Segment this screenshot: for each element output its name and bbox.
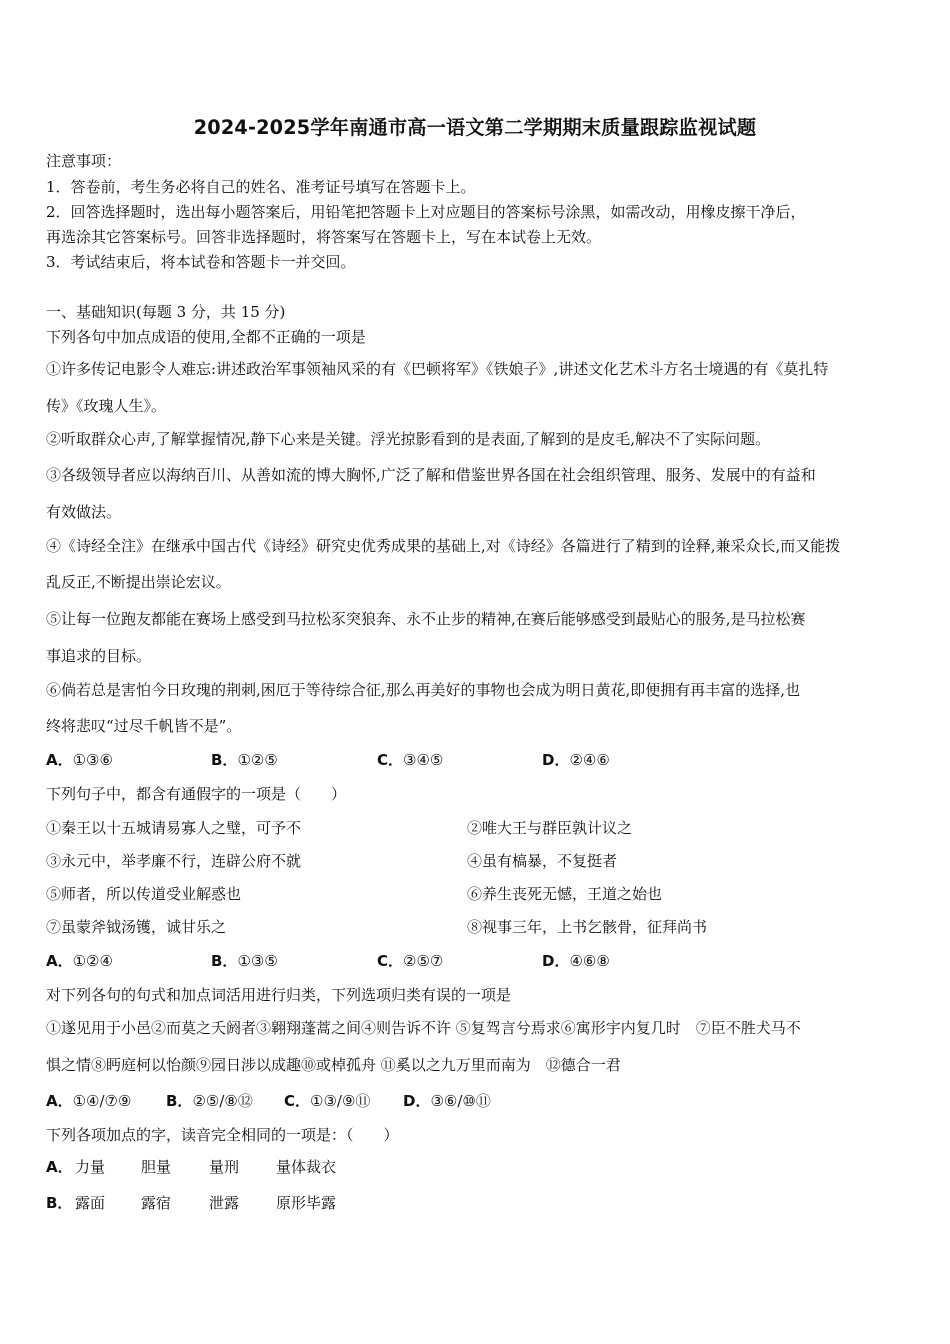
question-3-stem: 对下列各句的句式和加点词活用进行归类，下列选项归类有误的一项是 xyxy=(46,986,512,1004)
question-1-line: 事追求的目标。 xyxy=(46,647,152,665)
option-key: B． xyxy=(211,751,238,769)
option-text: ①②④ xyxy=(72,952,113,970)
question-1-line: 乱反正,不断提出崇论宏议。 xyxy=(46,573,231,591)
question-4-word: 胆量 xyxy=(141,1158,172,1176)
question-1-line: ④《诗经全注》在继承中国古代《诗经》研究史优秀成果的基础上,对《诗经》各篇进行了精到的诠释,兼采众长,而又能拨 xyxy=(46,537,841,555)
option-text: ①④/⑦⑨ xyxy=(72,1092,132,1110)
option-text: ②④⑥ xyxy=(569,751,610,769)
notice-item: 2．回答选择题时，选出每小题答案后，用铅笔把答题卡上对应题目的答案标号涂黑，如需改动，用橡皮擦干净后， xyxy=(46,203,806,221)
option-text: ④⑥⑧ xyxy=(569,952,610,970)
option-text: ①③⑥ xyxy=(72,751,113,769)
question-4-option-key: A． xyxy=(46,1158,73,1176)
question-1-line: ⑤让每一位跑友都能在赛场上感受到马拉松豕突狼奔、永不止步的精神,在赛后能够感受到最贴心的服务,是马拉松赛 xyxy=(46,610,806,628)
option-text: ①③/⑨⑪ xyxy=(310,1092,371,1110)
question-4-word: 泄露 xyxy=(209,1194,240,1212)
question-2-sentence: ⑧视事三年，上书乞骸骨，征拜尚书 xyxy=(467,918,708,936)
notice-item: 3．考试结束后，将本试卷和答题卡一并交回。 xyxy=(46,253,356,271)
option-key: C． xyxy=(284,1092,311,1110)
option-key: A． xyxy=(46,952,73,970)
page-title: 2024-2025学年南通市高一语文第二学期期末质量跟踪监视试题 xyxy=(193,116,757,139)
notice-heading: 注意事项： xyxy=(46,152,122,170)
question-3-line: 惧之情⑧眄庭柯以怡颜⑨园日涉以成趣⑩或棹孤舟 ⑪奚以之九万里而南为 ⑫德合一君 xyxy=(46,1056,621,1074)
question-3-option-c xyxy=(284,1091,370,1111)
notice-item: 1．答卷前，考生务必将自己的姓名、准考证号填写在答题卡上。 xyxy=(46,178,476,196)
option-key: C． xyxy=(377,952,404,970)
option-text: ①③⑤ xyxy=(237,952,278,970)
option-key: D． xyxy=(542,751,570,769)
question-4-word: 露面 xyxy=(75,1194,106,1212)
option-text: ②⑤/⑧⑫ xyxy=(192,1092,253,1110)
question-3-line: ①遂见用于小邑②而莫之夭阏者③翱翔蓬蒿之间④则告诉不许 ⑤复驾言兮焉求⑥寓形宇内复几时 ⑦臣不胜犬马不 xyxy=(46,1019,801,1037)
option-text: ①②⑤ xyxy=(237,751,278,769)
question-3-option-b xyxy=(166,1091,253,1111)
question-2-sentence: ①秦王以十五城请易寡人之璧，可予不 xyxy=(46,819,302,837)
question-1-option-c xyxy=(377,750,443,770)
option-key: C． xyxy=(377,751,404,769)
question-2-sentence: ④虽有槁暴，不复挺者 xyxy=(467,852,618,870)
question-1-line: 有效做法。 xyxy=(46,503,122,521)
question-1-option-b xyxy=(211,750,278,770)
question-4-word: 原形毕露 xyxy=(276,1194,337,1212)
question-4-word: 量刑 xyxy=(209,1158,240,1176)
notice-item: 再选涂其它答案标号。回答非选择题时，将答案写在答题卡上，写在本试卷上无效。 xyxy=(46,228,602,246)
question-2-stem: 下列句子中，都含有通假字的一项是（ ） xyxy=(46,785,347,803)
option-key: D． xyxy=(403,1092,431,1110)
question-4-word: 量体裁衣 xyxy=(276,1158,337,1176)
question-2-option-c xyxy=(377,951,443,971)
question-2-sentence: ⑥养生丧死无憾，王道之始也 xyxy=(467,885,663,903)
question-1-option-d xyxy=(542,750,610,770)
section-heading: 一、基础知识(每题 3 分，共 15 分) xyxy=(46,303,286,321)
question-2-option-b xyxy=(211,951,278,971)
question-4-word: 露宿 xyxy=(141,1194,172,1212)
question-1-line: 终将悲叹“过尽千帆皆不是”。 xyxy=(46,717,242,735)
option-key: A． xyxy=(46,751,73,769)
question-4-word: 力量 xyxy=(75,1158,106,1176)
question-1-line: ①许多传记电影令人难忘:讲述政治军事领袖风采的有《巴顿将军》《铁娘子》,讲述文化艺术斗方名士境遇的有《莫扎特 xyxy=(46,360,829,378)
option-text: ②⑤⑦ xyxy=(403,952,444,970)
option-key: B． xyxy=(166,1092,193,1110)
question-2-option-d xyxy=(542,951,610,971)
question-1-line: ③各级领导者应以海纳百川、从善如流的博大胸怀,广泛了解和借鉴世界各国在社会组织管理、服务、发展中的有益和 xyxy=(46,466,816,484)
question-4-option-key: B． xyxy=(46,1194,73,1212)
question-1-line: ⑥倘若总是害怕今日玫瑰的荆刺,困厄于等待综合征,那么再美好的事物也会成为明日黄花,即便拥有再丰富的选择,也 xyxy=(46,681,801,699)
option-key: D． xyxy=(542,952,570,970)
question-2-sentence: ⑦虽蒙斧钺汤镬，诚甘乐之 xyxy=(46,918,227,936)
question-2-sentence: ②唯大王与群臣孰计议之 xyxy=(467,819,633,837)
question-2-sentence: ⑤师者，所以传道受业解惑也 xyxy=(46,885,242,903)
question-2-option-a xyxy=(46,951,113,971)
question-1-stem: 下列各句中加点成语的使用,全都不正确的一项是 xyxy=(46,328,366,346)
question-4-stem: 下列各项加点的字，读音完全相同的一项是：（ ） xyxy=(46,1126,399,1144)
question-1-line: 传》《玫瑰人生》。 xyxy=(46,397,167,415)
option-text: ③④⑤ xyxy=(403,751,444,769)
question-1-line: ②听取群众心声,了解掌握情况,静下心来是关键。浮光掠影看到的是表面,了解到的是皮毛,解决不了实际问题。 xyxy=(46,430,771,448)
question-1-option-a xyxy=(46,750,113,770)
option-text: ③⑥/⑩⑪ xyxy=(430,1092,491,1110)
question-3-option-a xyxy=(46,1091,131,1111)
question-3-option-d xyxy=(403,1091,491,1111)
question-2-sentence: ③永元中，举孝廉不行，连辟公府不就 xyxy=(46,852,302,870)
option-key: B． xyxy=(211,952,238,970)
option-key: A． xyxy=(46,1092,73,1110)
